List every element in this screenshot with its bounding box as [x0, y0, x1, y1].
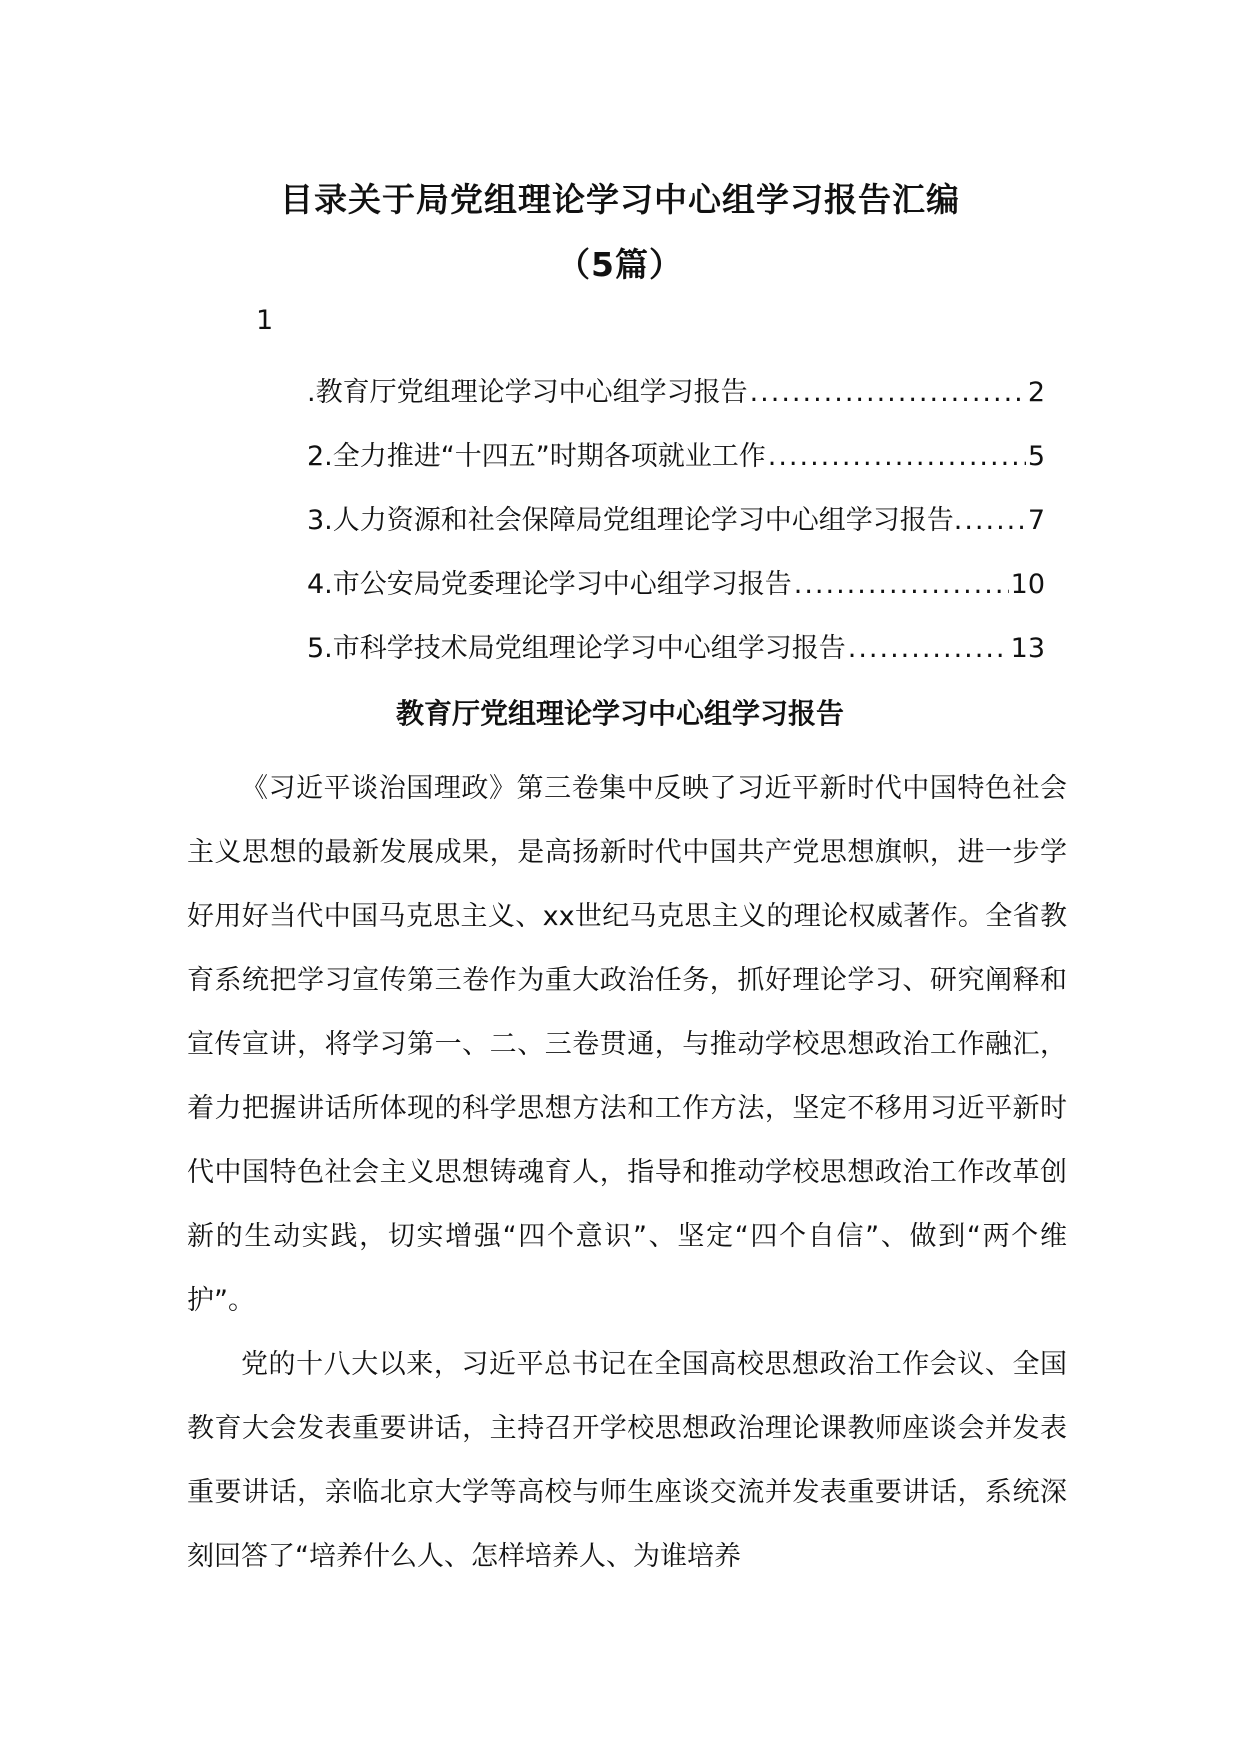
toc-entry [307, 562, 1045, 626]
table-of-contents [307, 370, 1045, 690]
toc-entry [307, 434, 1045, 498]
section-heading: 教育厅党组理论学习中心组学习报告 [395, 697, 844, 730]
toc-number: 1 [256, 305, 274, 336]
toc-entry-title: 2.全力推进“十四五”时期各项就业工作 [307, 441, 766, 472]
toc-entry-title: 4.市公安局党委理论学习中心组学习报告 [307, 569, 792, 600]
toc-entry [307, 498, 1045, 562]
toc-leader-dots [964, 505, 1025, 536]
toc-leader-dots [848, 633, 1009, 664]
toc-entry-page: 2 [1027, 377, 1045, 408]
toc-entry-page: 10 [1010, 569, 1045, 600]
paragraph: 党的十八大以来，习近平总书记在全国高校思想政治工作会议、全国教育大会发表重要讲话，主持召开学校思想政治理论课教师座谈会并发表重要讲话，亲临北京大学等高校与师生座谈交流并发表重要讲话，系统深刻回答了“培养什么人、怎样培养人、为谁培养 [187, 1349, 1067, 1572]
toc-leader-dots [794, 569, 1009, 600]
toc-entry-title: .教育厅党组理论学习中心组学习报告 [307, 377, 748, 408]
toc-entry-page: 13 [1010, 633, 1045, 664]
document-title: 目录关于局党组理论学习中心组学习报告汇编 [280, 180, 960, 219]
toc-leader-dots [768, 441, 1026, 472]
toc-entry-page: 5 [1027, 441, 1045, 472]
toc-entry [307, 370, 1045, 434]
body-text [187, 757, 1067, 1589]
paragraph: 《习近平谈治国理政》第三卷集中反映了习近平新时代中国特色社会主义思想的最新发展成果，是高扬新时代中国共产党思想旗帜，进一步学好用好当代中国马克思主义、xx世纪马克思主义的理论权威著作。全省教育系统把学习宣传第三卷作为重大政治任务，抓好理论学习、研究阐释和宣传宣讲，将学习第一、二、三卷贯通，与推动学校思想政治工作融汇，着力把握讲话所体现的科学思想方法和工作方法，坚定不移用习近平新时代中国特色社会主义思想铸魂育人，指导和推动学校思想政治工作改革创新的生动实践，切实增强“四个意识”、坚定“四个自信”、做到“两个维护”。 [187, 773, 1067, 1316]
toc-entry-title: 5.市科学技术局党组理论学习中心组学习报告 [307, 633, 846, 664]
toc-entry [307, 626, 1045, 690]
toc-entry-title: 3.人力资源和社会保障局党组理论学习中心组学习报告. [307, 505, 963, 536]
document-title-subtitle: （5篇） [557, 245, 683, 284]
toc-leader-dots [750, 377, 1026, 408]
toc-entry-page: 7 [1027, 505, 1045, 536]
